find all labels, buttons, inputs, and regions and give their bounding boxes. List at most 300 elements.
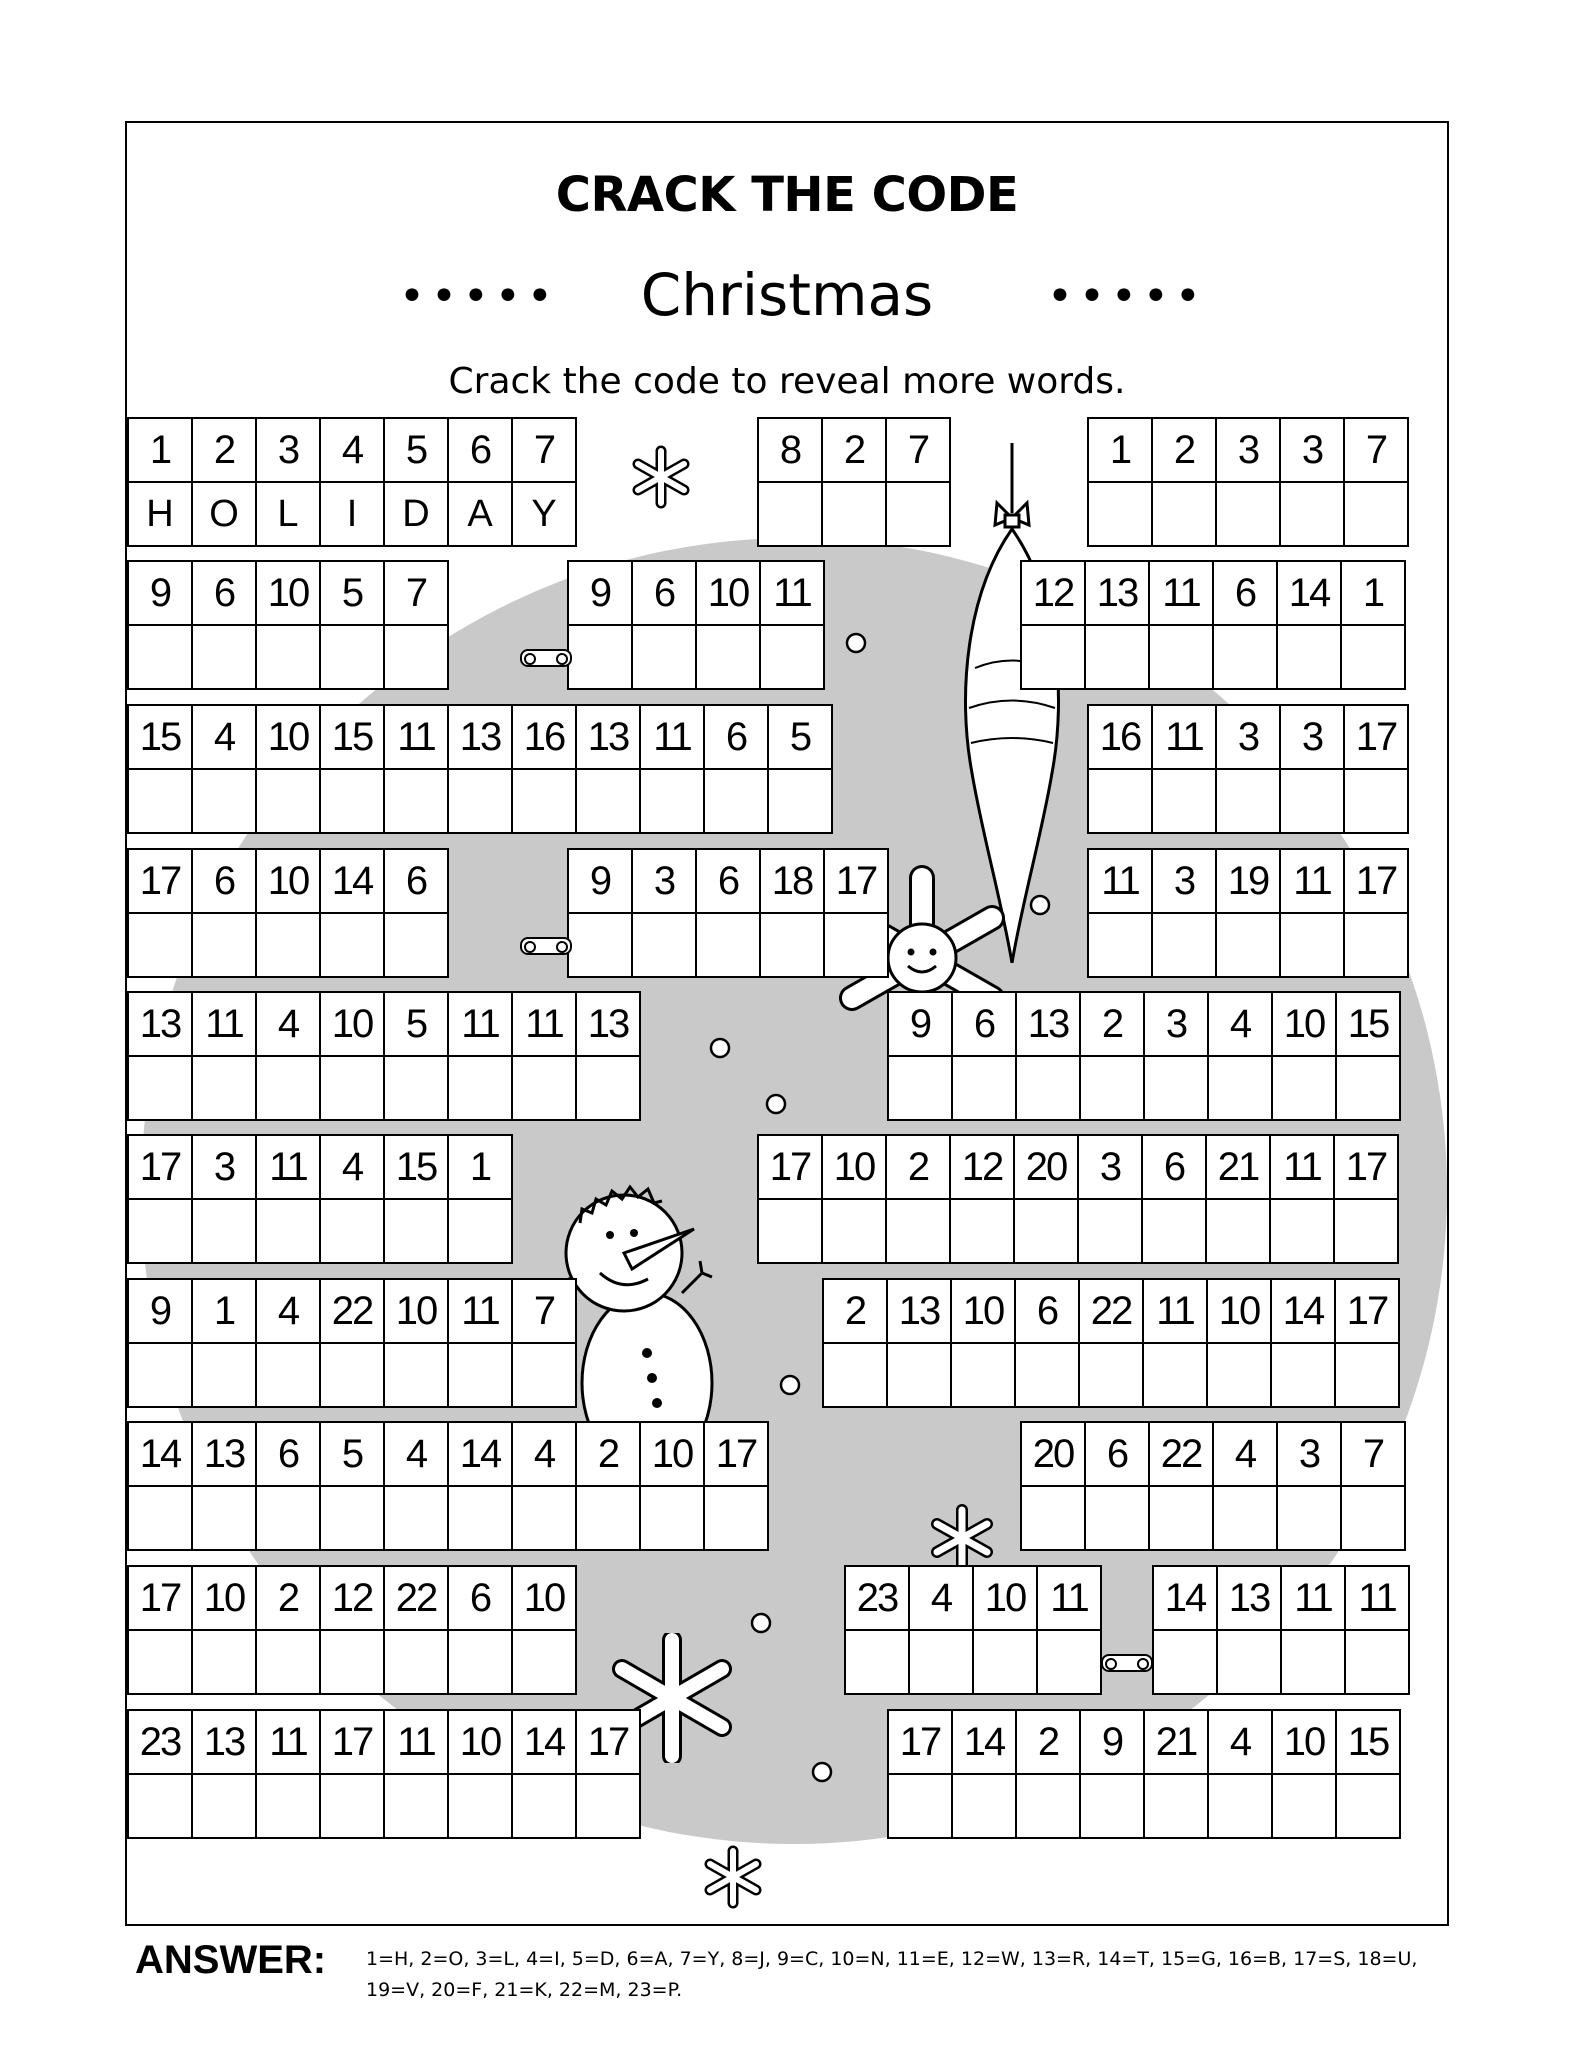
answer-letter-cell[interactable] [193, 626, 257, 690]
code-number-cell: 1 [1342, 562, 1406, 626]
answer-letter-cell[interactable] [577, 1775, 641, 1839]
code-number-cell: 10 [974, 1567, 1038, 1631]
code-number-cell: 11 [1281, 850, 1345, 914]
answer-letter-cell[interactable] [569, 626, 633, 690]
code-number-cell: 11 [385, 706, 449, 770]
answer-letter-cell[interactable] [951, 1200, 1015, 1264]
code-number-cell: 9 [1081, 1711, 1145, 1775]
answer-letter-cell[interactable] [888, 1344, 952, 1408]
code-number-cell: 19 [1217, 850, 1281, 914]
code-number-cell: 1 [129, 419, 193, 483]
answer-letter-cell[interactable] [385, 1487, 449, 1551]
code-number-cell: 6 [1016, 1280, 1080, 1344]
code-number-cell: 11 [1153, 706, 1217, 770]
answer-letter-cell[interactable] [1345, 483, 1409, 547]
answer-letter-cell[interactable]: D [385, 483, 449, 547]
answer-letter-cell[interactable]: H [129, 483, 193, 547]
code-number-cell: 3 [257, 419, 321, 483]
answer-letter-cell[interactable] [449, 1200, 513, 1264]
answer-letter-cell[interactable] [769, 770, 833, 834]
code-number-cell: 15 [321, 706, 385, 770]
answer-letter-cell[interactable] [761, 914, 825, 978]
code-number-cell: 21 [1207, 1136, 1271, 1200]
code-number-cell: 11 [1282, 1567, 1346, 1631]
answer-letter-cell[interactable] [1337, 1057, 1401, 1121]
answer-letter-cell[interactable] [449, 770, 513, 834]
code-number-cell: 10 [513, 1567, 577, 1631]
code-number-cell: 3 [1145, 993, 1209, 1057]
code-number-cell: 7 [513, 419, 577, 483]
answer-letter-cell[interactable] [321, 1487, 385, 1551]
answer-letter-cell[interactable] [1271, 1200, 1335, 1264]
code-number-cell: 17 [129, 850, 193, 914]
answer-letter-cell[interactable] [385, 1057, 449, 1121]
answer-letter-cell[interactable] [129, 1200, 193, 1264]
code-word-4 [127, 560, 449, 690]
answer-letter-cell[interactable] [129, 770, 193, 834]
code-number-cell: 13 [129, 993, 193, 1057]
answer-letter-cell[interactable] [257, 1487, 321, 1551]
answer-letter-cell[interactable] [759, 1200, 823, 1264]
code-word-22 [1152, 1565, 1410, 1695]
code-number-cell: 4 [385, 1423, 449, 1487]
answer-letter-cell[interactable] [129, 1631, 193, 1695]
connector-link [520, 649, 572, 667]
code-word-11 [1087, 848, 1409, 978]
answer-letter-cell[interactable] [1273, 1057, 1337, 1121]
decorative-dots-left: ••••• [399, 271, 559, 322]
answer-letter-cell[interactable] [321, 1631, 385, 1695]
answer-letter-cell[interactable] [569, 914, 633, 978]
code-number-cell: 14 [513, 1711, 577, 1775]
answer-letter-cell[interactable] [1335, 1200, 1399, 1264]
answer-letter-cell[interactable] [1081, 1775, 1145, 1839]
code-word-16 [127, 1278, 577, 1408]
answer-letter-cell[interactable] [321, 1775, 385, 1839]
code-number-cell: 3 [1217, 706, 1281, 770]
code-number-cell: 9 [569, 562, 633, 626]
answer-letter-cell[interactable] [1217, 770, 1281, 834]
answer-letter-cell[interactable] [449, 1487, 513, 1551]
answer-letter-cell[interactable] [1089, 914, 1153, 978]
answer-letter-cell[interactable] [974, 1631, 1038, 1695]
code-number-cell: 9 [129, 1280, 193, 1344]
code-number-cell: 6 [953, 993, 1017, 1057]
code-number-cell: 4 [513, 1423, 577, 1487]
answer-letter-cell[interactable] [1089, 483, 1153, 547]
code-number-cell: 2 [193, 419, 257, 483]
code-number-cell: 20 [1015, 1136, 1079, 1200]
code-number-cell: 2 [577, 1423, 641, 1487]
code-word-14 [127, 1134, 513, 1264]
answer-letter-cell[interactable] [1208, 1344, 1272, 1408]
answer-letter-cell[interactable] [193, 1487, 257, 1551]
answer-letter-cell[interactable] [193, 1200, 257, 1264]
answer-letter-cell[interactable] [257, 770, 321, 834]
code-number-cell: 11 [641, 706, 705, 770]
answer-letter-cell[interactable] [1022, 1487, 1086, 1551]
code-number-cell: 3 [633, 850, 697, 914]
answer-letter-cell[interactable] [1281, 770, 1345, 834]
code-number-cell: 12 [951, 1136, 1015, 1200]
code-number-cell: 7 [887, 419, 951, 483]
answer-letter-cell[interactable] [1080, 1344, 1144, 1408]
code-number-cell: 17 [1335, 1136, 1399, 1200]
answer-letter-cell[interactable] [1015, 1200, 1079, 1264]
answer-letter-cell[interactable] [449, 1631, 513, 1695]
decorative-dots-right: ••••• [1047, 271, 1207, 322]
code-number-cell: 15 [1337, 993, 1401, 1057]
code-number-cell: 10 [641, 1423, 705, 1487]
code-number-cell: 14 [1154, 1567, 1218, 1631]
code-number-cell: 1 [1089, 419, 1153, 483]
answer-letter-cell[interactable] [1337, 1775, 1401, 1839]
answer-letter-cell[interactable] [1281, 914, 1345, 978]
answer-letter-cell[interactable] [825, 914, 889, 978]
code-number-cell: 17 [321, 1711, 385, 1775]
answer-letter-cell[interactable] [1209, 1057, 1273, 1121]
answer-letter-cell[interactable] [193, 1775, 257, 1839]
code-number-cell: 15 [1337, 1711, 1401, 1775]
answer-letter-cell[interactable] [513, 1344, 577, 1408]
code-number-cell: 11 [1089, 850, 1153, 914]
code-number-cell: 11 [449, 1280, 513, 1344]
answer-letter-cell[interactable]: I [321, 483, 385, 547]
code-number-cell: 10 [321, 993, 385, 1057]
code-number-cell: 13 [193, 1423, 257, 1487]
answer-letter-cell[interactable] [513, 1487, 577, 1551]
code-number-cell: 10 [449, 1711, 513, 1775]
code-number-cell: 3 [1281, 706, 1345, 770]
answer-letter-cell[interactable]: Y [513, 483, 577, 547]
answer-letter-cell[interactable] [633, 626, 697, 690]
code-number-cell: 2 [823, 419, 887, 483]
code-number-cell: 6 [633, 562, 697, 626]
answer-letter-cell[interactable] [1273, 1775, 1337, 1839]
code-number-cell: 13 [888, 1280, 952, 1344]
answer-letter-cell[interactable] [385, 770, 449, 834]
code-number-cell: 11 [449, 993, 513, 1057]
code-number-cell: 20 [1022, 1423, 1086, 1487]
code-number-cell: 14 [1272, 1280, 1336, 1344]
answer-letter-cell[interactable] [257, 1057, 321, 1121]
code-number-cell: 17 [759, 1136, 823, 1200]
code-number-cell: 3 [1153, 850, 1217, 914]
answer-letter-cell[interactable] [1214, 626, 1278, 690]
code-number-cell: 2 [824, 1280, 888, 1344]
code-number-cell: 10 [257, 706, 321, 770]
code-number-cell: 11 [257, 1136, 321, 1200]
answer-letter-cell[interactable] [385, 1344, 449, 1408]
answer-letter-cell[interactable] [1022, 626, 1086, 690]
answer-letter-cell[interactable] [1150, 626, 1214, 690]
answer-letter-cell[interactable] [1153, 483, 1217, 547]
code-number-cell: 6 [385, 850, 449, 914]
code-number-cell: 15 [385, 1136, 449, 1200]
answer-letter-cell[interactable] [889, 1057, 953, 1121]
answer-letter-cell[interactable] [823, 483, 887, 547]
answer-letter-cell[interactable] [1278, 1487, 1342, 1551]
code-number-cell: 13 [449, 706, 513, 770]
answer-letter-cell[interactable] [761, 626, 825, 690]
answer-letter-cell[interactable] [577, 1057, 641, 1121]
code-number-cell: 3 [1278, 1423, 1342, 1487]
answer-letter-cell[interactable] [1145, 1775, 1209, 1839]
answer-letter-cell[interactable] [1217, 483, 1281, 547]
answer-letter-cell[interactable] [641, 770, 705, 834]
answer-letter-cell[interactable] [1342, 626, 1406, 690]
answer-letter-cell[interactable]: L [257, 483, 321, 547]
answer-letter-cell[interactable] [1336, 1344, 1400, 1408]
code-word-12 [127, 991, 641, 1121]
answer-letter-cell[interactable] [385, 626, 449, 690]
answer-letter-cell[interactable] [1081, 1057, 1145, 1121]
instructions: Crack the code to reveal more words. [448, 361, 1126, 402]
answer-letter-cell[interactable] [1016, 1344, 1080, 1408]
answer-letter-cell[interactable] [887, 1200, 951, 1264]
code-word-13 [887, 991, 1401, 1121]
code-word-15 [757, 1134, 1399, 1264]
answer-letter-cell[interactable] [1278, 626, 1342, 690]
code-number-cell: 17 [129, 1567, 193, 1631]
answer-letter-cell[interactable] [1209, 1775, 1273, 1839]
answer-letter-cell[interactable] [577, 1487, 641, 1551]
code-number-cell: 6 [193, 850, 257, 914]
code-number-cell: 14 [449, 1423, 513, 1487]
code-number-cell: 7 [1342, 1423, 1406, 1487]
answer-letter-cell[interactable] [257, 1200, 321, 1264]
answer-letter-cell[interactable] [257, 1631, 321, 1695]
code-number-cell: 16 [513, 706, 577, 770]
code-word-10 [567, 848, 889, 978]
answer-letter-cell[interactable] [1144, 1344, 1208, 1408]
code-word-1 [127, 417, 577, 547]
code-number-cell: 10 [193, 1567, 257, 1631]
code-number-cell: 2 [1017, 1711, 1081, 1775]
code-number-cell: 14 [321, 850, 385, 914]
code-number-cell: 11 [1346, 1567, 1410, 1631]
answer-letter-cell[interactable] [385, 1775, 449, 1839]
answer-letter-cell[interactable] [1345, 914, 1409, 978]
answer-letter-cell[interactable] [1017, 1775, 1081, 1839]
code-word-24 [887, 1709, 1401, 1839]
answer-letter-cell[interactable] [257, 1775, 321, 1839]
answer-letter-cell[interactable] [129, 1344, 193, 1408]
answer-letter-cell[interactable] [385, 1631, 449, 1695]
answer-letter-cell[interactable] [193, 1631, 257, 1695]
code-number-cell: 6 [1214, 562, 1278, 626]
answer-letter-cell[interactable] [953, 1775, 1017, 1839]
answer-letter-cell[interactable] [1154, 1631, 1218, 1695]
answer-letter-cell[interactable] [193, 770, 257, 834]
answer-letter-cell[interactable] [1150, 1487, 1214, 1551]
code-word-19 [1020, 1421, 1406, 1551]
answer-letter-cell[interactable] [129, 914, 193, 978]
code-number-cell: 17 [129, 1136, 193, 1200]
code-number-cell: 23 [846, 1567, 910, 1631]
code-number-cell: 13 [577, 706, 641, 770]
answer-letter-cell[interactable] [321, 626, 385, 690]
answer-letter-cell[interactable] [129, 626, 193, 690]
answer-letter-cell[interactable] [641, 1487, 705, 1551]
code-word-18 [127, 1421, 769, 1551]
code-number-cell: 4 [193, 706, 257, 770]
answer-letter-cell[interactable] [1281, 483, 1345, 547]
answer-letter-cell[interactable] [953, 1057, 1017, 1121]
answer-letter-cell[interactable] [449, 1344, 513, 1408]
answer-letter-cell[interactable] [193, 1057, 257, 1121]
code-number-cell: 22 [1080, 1280, 1144, 1344]
answer-letter-cell[interactable] [889, 1775, 953, 1839]
code-number-cell: 9 [569, 850, 633, 914]
answer-letter-cell[interactable] [1217, 914, 1281, 978]
answer-letter-cell[interactable] [1038, 1631, 1102, 1695]
answer-letter-cell[interactable] [1282, 1631, 1346, 1695]
code-number-cell: 6 [705, 706, 769, 770]
answer-letter-cell[interactable]: O [193, 483, 257, 547]
answer-letter-cell[interactable] [697, 914, 761, 978]
code-word-6 [1020, 560, 1406, 690]
answer-letter-cell[interactable] [1017, 1057, 1081, 1121]
answer-letter-cell[interactable] [129, 1057, 193, 1121]
code-number-cell: 6 [449, 1567, 513, 1631]
code-word-2 [757, 417, 951, 547]
code-number-cell: 1 [449, 1136, 513, 1200]
code-number-cell: 7 [1345, 419, 1409, 483]
answer-letter-cell[interactable] [705, 770, 769, 834]
code-number-cell: 6 [1143, 1136, 1207, 1200]
code-number-cell: 4 [257, 1280, 321, 1344]
answer-letter-cell[interactable]: A [449, 483, 513, 547]
answer-letter-cell[interactable] [1346, 1631, 1410, 1695]
code-number-cell: 9 [129, 562, 193, 626]
code-number-cell: 5 [769, 706, 833, 770]
answer-letter-cell[interactable] [513, 1057, 577, 1121]
answer-letter-cell[interactable] [257, 1344, 321, 1408]
answer-letter-cell[interactable] [952, 1344, 1016, 1408]
code-number-cell: 17 [1345, 850, 1409, 914]
answer-letter-cell[interactable] [385, 914, 449, 978]
answer-letter-cell[interactable] [321, 770, 385, 834]
code-number-cell: 11 [193, 993, 257, 1057]
page-subtitle: Christmas [640, 261, 934, 329]
code-number-cell: 4 [1209, 1711, 1273, 1775]
code-number-cell: 22 [385, 1567, 449, 1631]
code-number-cell: 11 [1271, 1136, 1335, 1200]
code-number-cell: 11 [1144, 1280, 1208, 1344]
code-number-cell: 14 [953, 1711, 1017, 1775]
code-number-cell: 15 [129, 706, 193, 770]
answer-letter-cell[interactable] [633, 914, 697, 978]
answer-letter-cell[interactable] [1145, 1057, 1209, 1121]
code-number-cell: 7 [385, 562, 449, 626]
puzzle-frame [125, 121, 1449, 1926]
answer-letter-cell[interactable] [449, 1775, 513, 1839]
answer-letter-cell[interactable] [129, 1775, 193, 1839]
answer-letter-cell[interactable] [1342, 1487, 1406, 1551]
answer-letter-cell[interactable] [513, 1631, 577, 1695]
answer-letter-cell[interactable] [1345, 770, 1409, 834]
answer-letter-cell[interactable] [321, 1344, 385, 1408]
answer-letter-cell[interactable] [887, 483, 951, 547]
answer-letter-cell[interactable] [910, 1631, 974, 1695]
code-number-cell: 10 [257, 562, 321, 626]
code-number-cell: 6 [257, 1423, 321, 1487]
answer-letter-cell[interactable] [1218, 1631, 1282, 1695]
code-number-cell: 22 [1150, 1423, 1214, 1487]
code-number-cell: 13 [577, 993, 641, 1057]
code-number-cell: 12 [321, 1567, 385, 1631]
answer-letter-cell[interactable] [577, 770, 641, 834]
answer-letter-cell[interactable] [1143, 1200, 1207, 1264]
code-number-cell: 17 [889, 1711, 953, 1775]
answer-letter-cell[interactable] [697, 626, 761, 690]
answer-letter-cell[interactable] [1214, 1487, 1278, 1551]
answer-letter-cell[interactable] [513, 1775, 577, 1839]
answer-letter-cell[interactable] [824, 1344, 888, 1408]
answer-letter-cell[interactable] [257, 914, 321, 978]
answer-letter-cell[interactable] [321, 1057, 385, 1121]
answer-letter-cell[interactable] [385, 1200, 449, 1264]
code-number-cell: 10 [257, 850, 321, 914]
code-number-cell: 17 [577, 1711, 641, 1775]
code-word-7 [127, 704, 833, 834]
code-number-cell: 10 [385, 1280, 449, 1344]
answer-letter-cell[interactable] [1207, 1200, 1271, 1264]
answer-letter-cell[interactable] [1086, 626, 1150, 690]
code-number-cell: 1 [193, 1280, 257, 1344]
code-number-cell: 2 [887, 1136, 951, 1200]
answer-letter-cell[interactable] [193, 914, 257, 978]
code-number-cell: 22 [321, 1280, 385, 1344]
code-word-9 [127, 848, 449, 978]
code-number-cell: 4 [1209, 993, 1273, 1057]
code-number-cell: 11 [761, 562, 825, 626]
code-number-cell: 8 [759, 419, 823, 483]
connector-link [1101, 1654, 1153, 1672]
code-word-20 [127, 1565, 577, 1695]
code-number-cell: 4 [910, 1567, 974, 1631]
answer-letter-cell[interactable] [1086, 1487, 1150, 1551]
answer-letter-cell[interactable] [449, 1057, 513, 1121]
answer-letter-cell[interactable] [257, 626, 321, 690]
answer-letter-cell[interactable] [823, 1200, 887, 1264]
code-number-cell: 6 [1086, 1423, 1150, 1487]
code-number-cell: 17 [1345, 706, 1409, 770]
answer-letter-cell[interactable] [513, 770, 577, 834]
code-number-cell: 3 [1217, 419, 1281, 483]
answer-letter-cell[interactable] [321, 914, 385, 978]
code-number-cell: 4 [321, 419, 385, 483]
answer-label: ANSWER: [135, 1938, 327, 1982]
code-number-cell: 23 [129, 1711, 193, 1775]
answer-letter-cell[interactable] [321, 1200, 385, 1264]
answer-letter-cell[interactable] [759, 483, 823, 547]
answer-letter-cell[interactable] [705, 1487, 769, 1551]
answer-letter-cell[interactable] [129, 1487, 193, 1551]
answer-letter-cell[interactable] [1272, 1344, 1336, 1408]
code-number-cell: 2 [257, 1567, 321, 1631]
answer-letter-cell[interactable] [1089, 770, 1153, 834]
answer-letter-cell[interactable] [1079, 1200, 1143, 1264]
answer-letter-cell[interactable] [1153, 914, 1217, 978]
code-number-cell: 5 [385, 993, 449, 1057]
code-number-cell: 11 [513, 993, 577, 1057]
code-number-cell: 4 [321, 1136, 385, 1200]
answer-letter-cell[interactable] [1153, 770, 1217, 834]
answer-letter-cell[interactable] [193, 1344, 257, 1408]
answer-letter-cell[interactable] [846, 1631, 910, 1695]
